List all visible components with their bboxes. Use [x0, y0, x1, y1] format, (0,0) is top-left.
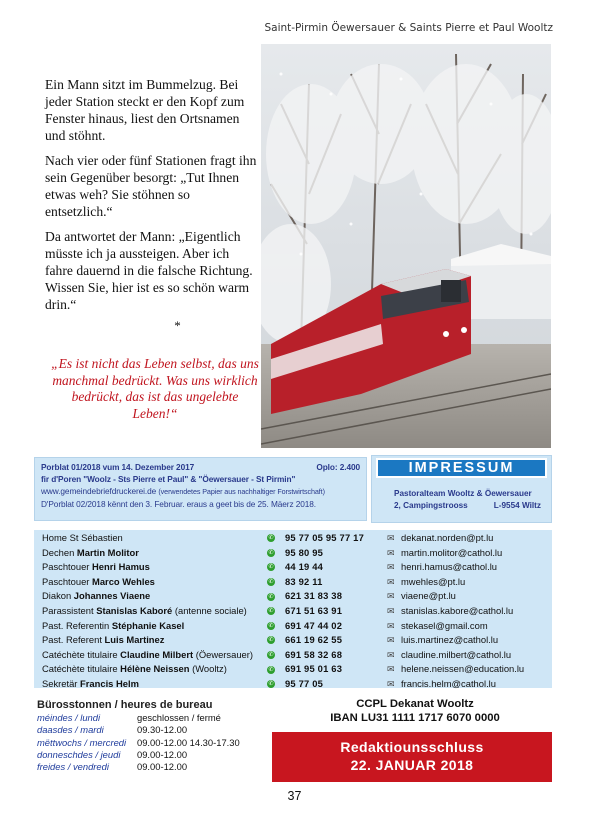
- contact-phone[interactable]: 95 77 05: [285, 677, 324, 689]
- office-hours: [37, 699, 277, 773]
- contact-role: Paschtouer: [42, 561, 93, 573]
- contact-name: Francis Helm: [80, 677, 139, 689]
- hours-day: mëttwochs / mercredi: [37, 736, 127, 748]
- contact-row: [42, 662, 552, 677]
- contact-role: Past. Referentin: [42, 619, 112, 631]
- office-hours-title: Bürosstonnen / heures de bureau: [37, 699, 213, 711]
- hours-day: méindes / lundi: [37, 712, 101, 723]
- contact-row: [42, 619, 552, 634]
- contact-note: (Wooltz): [189, 663, 227, 675]
- mail-icon: ✉: [387, 547, 395, 558]
- contact-email[interactable]: stanislas.kabore@cathol.lu: [401, 604, 514, 616]
- story-paragraph-3: Da antwortet der Mann: „Eigentlich müsste ich ja aussteigen. Aber ich fahre dauernd in die falsche Richtung. Wissen Sie, hier ist es so schön warm drin.“: [45, 229, 253, 312]
- impressum-address: 2, Campingstrooss: [394, 501, 468, 510]
- deadline-box: [272, 732, 552, 782]
- contact-name: Stanislas Kaboré: [96, 604, 173, 616]
- contact-email[interactable]: francis.helm@cathol.lu: [401, 677, 496, 689]
- porblat-parishes: fir d'Poren "Woolz - Sts Pierre et Paul" & "Öewersauer - St Pirmin": [41, 474, 296, 484]
- hours-time: 09.30-12.00: [137, 724, 188, 736]
- contact-role: Sekretär: [42, 677, 81, 689]
- contact-role: Paschtouer: [42, 575, 93, 587]
- contact-role: Dechen: [42, 546, 77, 558]
- mail-icon: ✉: [387, 591, 395, 602]
- hours-time: 09.00-12.00: [137, 748, 188, 760]
- contact-name: Luis Martinez: [104, 634, 165, 646]
- contact-phone[interactable]: 44 19 44: [285, 561, 324, 573]
- contact-row: [42, 604, 552, 619]
- contact-phone[interactable]: 691 58 32 68: [285, 648, 343, 660]
- hours-day: donneschdes / jeudi: [37, 748, 121, 760]
- contact-role: Past. Referent: [42, 634, 105, 646]
- contact-phone[interactable]: 95 77 05 95 77 17: [285, 532, 364, 543]
- contact-email[interactable]: claudine.milbert@cathol.lu: [401, 648, 512, 660]
- hours-row: [37, 749, 277, 761]
- bank-account-name: CCPL Dekanat Wooltz: [356, 698, 474, 710]
- phone-icon: ✆: [268, 535, 274, 542]
- contact-name: Henri Hamus: [92, 561, 150, 573]
- phone-icon: ✆: [268, 564, 274, 571]
- phone-icon: ✆: [268, 637, 274, 644]
- impressum-box: [371, 455, 552, 523]
- contact-email[interactable]: stekasel@gmail.com: [401, 619, 488, 631]
- mail-icon: ✉: [387, 620, 395, 631]
- contact-name: Stéphanie Kasel: [111, 619, 185, 631]
- contact-name: Marco Wehles: [92, 575, 155, 587]
- porblat-issue: Porblat 01/2018 vum 14. Dezember 2017: [41, 462, 195, 472]
- contact-row: [42, 589, 552, 604]
- hours-day: daasdes / mardi: [37, 724, 104, 736]
- story-text: [45, 76, 260, 334]
- hours-row: [37, 712, 277, 724]
- contact-email[interactable]: mwehles@pt.lu: [401, 575, 466, 587]
- contact-role: Home St Sébastien: [42, 532, 123, 543]
- contact-email[interactable]: henri.hamus@cathol.lu: [401, 561, 498, 573]
- phone-icon: ✆: [268, 549, 274, 556]
- hours-day: freides / vendredi: [37, 761, 109, 773]
- contact-phone[interactable]: 671 51 63 91: [285, 604, 343, 616]
- contact-email[interactable]: helene.neissen@education.lu: [401, 663, 525, 675]
- impressum-city: L-9554 Wiltz: [493, 501, 541, 510]
- hours-row: [37, 737, 277, 749]
- separator-star: *: [174, 318, 181, 333]
- hours-time: 09.00-12.00 14.30-17.30: [137, 736, 240, 748]
- phone-icon: ✆: [268, 608, 274, 615]
- contact-list: [34, 530, 552, 688]
- contact-email[interactable]: martin.molitor@cathol.lu: [401, 546, 503, 558]
- impressum-title: IMPRESSUM: [376, 458, 547, 478]
- deadline-label: Redaktiounsschluss: [340, 739, 484, 755]
- contact-email[interactable]: viaene@pt.lu: [401, 590, 456, 602]
- hours-time: geschlossen / fermé: [137, 712, 221, 723]
- contact-row: [42, 677, 552, 692]
- contact-role: Catéchète titulaire: [42, 648, 121, 660]
- phone-icon: ✆: [268, 622, 274, 629]
- contact-phone[interactable]: 661 19 62 55: [285, 634, 343, 646]
- bank-details: [284, 697, 546, 725]
- contact-name: Johannes Viaene: [73, 590, 151, 602]
- hours-row: [37, 724, 277, 736]
- phone-icon: ✆: [268, 666, 274, 673]
- page-header: Saint-Pirmin Öewersauer & Saints Pierre et Paul Wooltz: [264, 22, 553, 34]
- contact-role: Catéchète titulaire: [42, 663, 121, 675]
- contact-phone[interactable]: 691 95 01 63: [285, 663, 343, 675]
- paper-note: (verwendetes Papier aus nachhaltiger Forstwirtschaft): [158, 487, 325, 496]
- contact-row: [42, 531, 552, 546]
- contact-phone[interactable]: 621 31 83 38: [285, 590, 343, 602]
- contact-role: Parassistent: [42, 604, 97, 616]
- contact-email[interactable]: luis.martinez@cathol.lu: [401, 634, 499, 646]
- page-number: 37: [287, 789, 302, 803]
- contact-row: [42, 560, 552, 575]
- bank-iban: IBAN LU31 1111 1717 6070 0000: [330, 712, 500, 724]
- contact-role: Diakon: [42, 590, 74, 602]
- contact-row: [42, 648, 552, 663]
- contact-phone[interactable]: 691 47 44 02: [285, 619, 343, 631]
- contact-name: Martin Molitor: [76, 546, 139, 558]
- contact-note: (Öewersauer): [193, 648, 254, 660]
- story-paragraph-2: Nach vier oder fünf Stationen fragt ihn sein Gegenüber besorgt: „Tut Ihnen etwas weh? Sie stöhnen so entsetzlich.“: [45, 153, 257, 219]
- mail-icon: ✉: [387, 562, 395, 573]
- contact-name: Hélène Neissen: [120, 663, 190, 675]
- porblat-print-run: Oplo: 2.400: [316, 462, 360, 472]
- snowy-train-image: [261, 44, 551, 448]
- phone-icon: ✆: [268, 593, 274, 600]
- mail-icon: ✉: [387, 678, 395, 689]
- contact-row: [42, 546, 552, 561]
- contact-phone[interactable]: 83 92 11: [285, 575, 323, 587]
- phone-icon: ✆: [268, 681, 274, 688]
- contact-row: [42, 575, 552, 590]
- hours-time: 09.00-12.00: [137, 761, 188, 773]
- contact-row: [42, 633, 552, 648]
- mail-icon: ✉: [387, 664, 395, 675]
- quote: „Es ist nicht das Leben selbst, das uns manchmal bedrückt. Was uns wirklich bedrückt, das ist das ungelebte Leben!“: [51, 356, 259, 421]
- mail-icon: ✉: [387, 649, 395, 660]
- deadline-date: 22. JANUAR 2018: [350, 757, 474, 773]
- impressum-team: Pastoralteam Wooltz & Öewersauer: [394, 489, 532, 498]
- mail-icon: ✉: [387, 635, 395, 646]
- mail-icon: ✉: [387, 533, 395, 543]
- contact-name: Claudine Milbert: [120, 648, 194, 660]
- contact-note: (antenne sociale): [172, 604, 247, 616]
- hours-row: [37, 761, 277, 773]
- story-paragraph-1: Ein Mann sitzt im Bummelzug. Bei jeder Station steckt er den Kopf zum Fenster hinaus, liest den Ortsnamen und stöhnt.: [45, 77, 245, 143]
- train-photo: [261, 44, 551, 448]
- contact-phone[interactable]: 95 80 95: [285, 546, 324, 558]
- next-issue-note: D'Porblat 02/2018 kënnt den 3. Februar. eraus a geet bis de 25. Mäerz 2018.: [41, 499, 316, 509]
- printer-link[interactable]: www.gemeindebriefdruckerei.de: [41, 486, 157, 496]
- phone-icon: ✆: [268, 579, 274, 586]
- mail-icon: ✉: [387, 605, 395, 616]
- phone-icon: ✆: [268, 652, 274, 659]
- mail-icon: ✉: [387, 576, 395, 587]
- porblat-info-box: [34, 457, 367, 521]
- contact-email[interactable]: dekanat.norden@pt.lu: [401, 532, 494, 543]
